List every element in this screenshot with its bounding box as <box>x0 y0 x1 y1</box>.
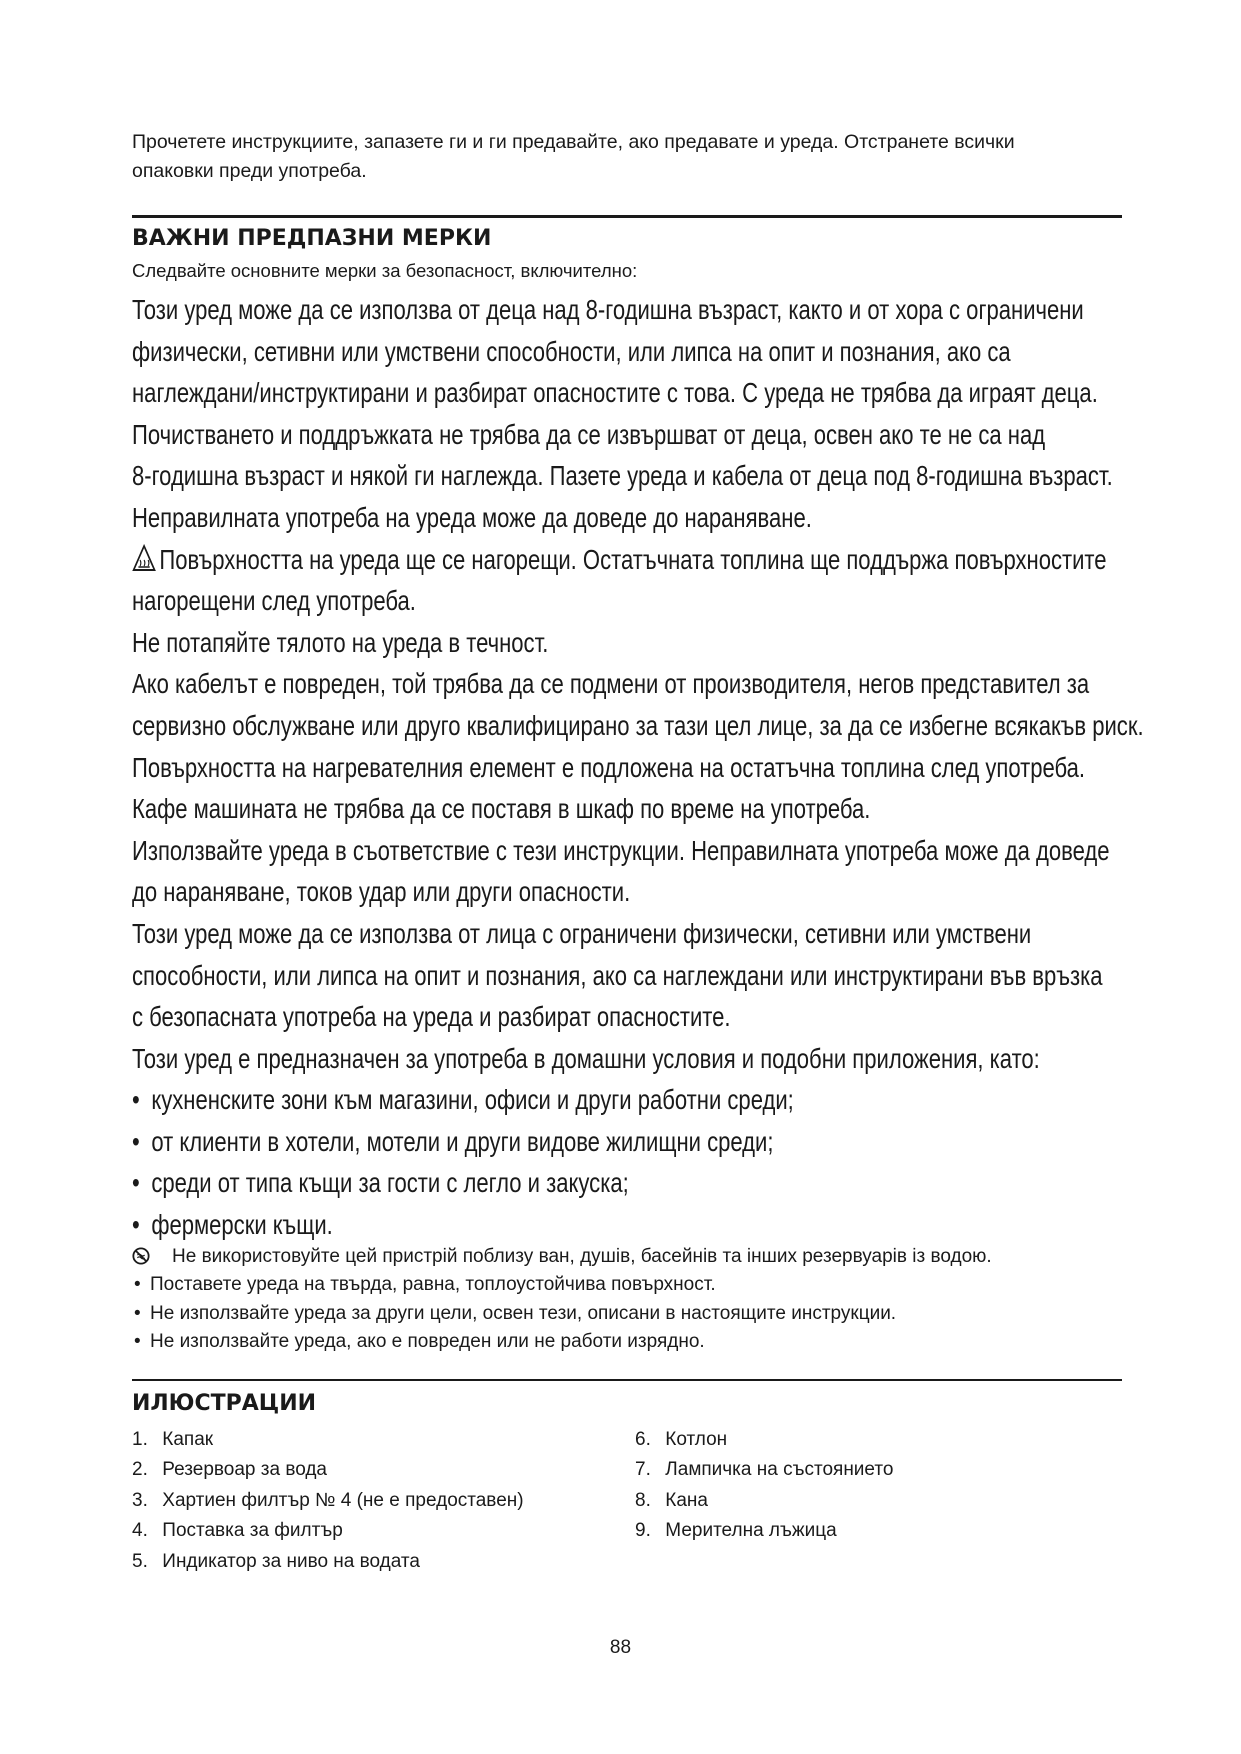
bullet-icon: • <box>132 1209 140 1241</box>
bullet-text: Не използвайте уреда за други цели, освен тези, описани в настоящите инструкции. <box>150 1302 897 1324</box>
safety-line: Ако кабелът е повреден, той трябва да се подмени от производителя, негов представител за <box>132 668 1090 700</box>
item-number: 6. <box>635 1428 651 1450</box>
item-label: Кана <box>665 1489 708 1511</box>
bullet-text: от клиенти в хотели, мотели и други видове жилищни среди; <box>151 1125 774 1157</box>
safety-subtitle: Следвайте основните мерки за безопасност, включително: <box>132 260 638 281</box>
safety-line: с безопасната употреба на уреда и разбират опасностите. <box>132 1001 731 1033</box>
list-item <box>132 1455 524 1486</box>
list-item <box>132 1300 1122 1329</box>
safety-line: Повърхността на нагревателния елемент е подложена на остатъчна топлина след употреба. <box>132 751 1086 783</box>
list-item <box>132 1516 524 1547</box>
safety-line: Използвайте уреда в съответствие с тези инструкции. Неправилната употреба може да доведе <box>132 834 1110 866</box>
safety-line: способности, или липса на опит и познания, ако са наглеждани или инструктирани във връзка <box>132 959 1103 991</box>
extra-warnings <box>132 1243 1122 1357</box>
safety-line: Този уред може да се използва от деца над 8-годишна възраст, както и от хора с ограничени <box>132 294 1084 325</box>
item-label: Хартиен филтър № 4 (не е предоставен) <box>162 1489 524 1511</box>
item-label: Мерителна лъжица <box>665 1520 837 1542</box>
item-number: 5. <box>132 1550 148 1572</box>
list-item <box>132 1547 524 1578</box>
intro-line: опаковки преди употреба. <box>132 160 367 182</box>
illustrations-heading: ИЛЮСТРАЦИИ <box>132 1390 317 1416</box>
hot-surface-warning-icon <box>132 544 156 572</box>
item-number: 3. <box>132 1489 148 1511</box>
parts-list-left <box>132 1425 524 1578</box>
item-number: 1. <box>132 1428 148 1450</box>
bullet-icon: • <box>132 1167 140 1199</box>
item-number: 9. <box>635 1520 651 1542</box>
list-item <box>635 1486 893 1517</box>
safety-line: Този уред може да се използва от лица с ограничени физически, сетивни или умствени <box>132 917 1032 949</box>
list-item <box>132 1121 1130 1163</box>
illustrations-list <box>132 1425 1122 1585</box>
water-warning <box>132 1243 1122 1272</box>
bullet-text: кухненските зони към магазини, офиси и други работни среди; <box>151 1084 794 1116</box>
safety-line: до нараняване, токов удар или други опасности. <box>132 876 631 908</box>
list-item <box>635 1455 893 1486</box>
safety-line: Неправилната употреба на уреда може да доведе до нараняване. <box>132 501 812 533</box>
item-label: Поставка за филтър <box>162 1520 343 1542</box>
bullet-text: фермерски къщи. <box>151 1209 333 1241</box>
list-item <box>132 1271 1122 1300</box>
intro-paragraph <box>132 128 1122 186</box>
safety-line: Не потапяйте тялото на уреда в течност. <box>132 626 549 658</box>
item-number: 7. <box>635 1459 651 1481</box>
bullet-icon: • <box>132 1125 140 1157</box>
bullet-icon: • <box>134 1331 141 1353</box>
safety-line: сервизно обслужване или друго квалифицирано за тази цел лице, за да се избегне всякакъв риск. <box>132 709 1144 741</box>
item-number: 2. <box>132 1459 148 1481</box>
hot-surface-text: Повърхността на уреда ще се нагорещи. Остатъчната топлина ще поддържа повърхностите <box>159 543 1107 575</box>
bullet-icon: • <box>134 1274 141 1296</box>
item-label: Капак <box>162 1428 214 1450</box>
document-page <box>132 128 1144 1585</box>
list-item <box>132 1204 1130 1246</box>
safety-heading: ВАЖНИ ПРЕДПАЗНИ МЕРКИ <box>132 226 492 251</box>
list-item <box>132 1425 524 1456</box>
hot-surface-line <box>132 539 1130 581</box>
list-item <box>635 1425 893 1456</box>
safety-line: нагорещени след употреба. <box>132 585 416 617</box>
list-item <box>132 1079 1130 1121</box>
safety-line: наглеждани/инструктирани и разбират опасностите с това. С уреда не трябва да играят деца. <box>132 377 1098 409</box>
item-label: Резервоар за вода <box>162 1459 328 1481</box>
safety-line: Кафе машината не трябва да се поставя в шкаф по време на употреба. <box>132 793 871 825</box>
safety-instructions <box>132 289 1144 1246</box>
water-warning-text: Не використовуйте цей пристрій поблизу ван, душів, басейнів та інших резервуарів із водою. <box>172 1245 992 1267</box>
bullet-text: Не използвайте уреда, ако е повреден или не работи изрядно. <box>150 1331 705 1353</box>
bullet-icon: • <box>134 1302 141 1324</box>
bullet-icon: • <box>132 1084 140 1116</box>
intro-line: Прочетете инструкциите, запазете ги и ги предавайте, ако предавате и уреда. Отстранете всички <box>132 131 1015 153</box>
list-item <box>132 1162 1130 1204</box>
item-label: Лампичка на състоянието <box>665 1459 894 1481</box>
safety-line: Почистването и поддръжката не трябва да се извършват от деца, освен ако те не са над <box>132 418 1046 450</box>
no-water-icon <box>132 1247 150 1265</box>
safety-line: 8-годишна възраст и някой ги наглежда. Пазете уреда и кабела от деца под 8-годишна възраст. <box>132 460 1113 492</box>
bullet-text: Поставете уреда на твърда, равна, топлоустойчива повърхност. <box>150 1274 716 1296</box>
list-item <box>635 1516 893 1547</box>
parts-list-right <box>635 1425 893 1547</box>
list-item <box>132 1328 1122 1357</box>
list-item <box>132 1486 524 1517</box>
item-number: 4. <box>132 1520 148 1542</box>
bullet-text: среди от типа къщи за гости с легло и закуска; <box>151 1167 629 1199</box>
item-label: Котлон <box>665 1428 728 1450</box>
safety-line: физически, сетивни или умствени способности, или липса на опит и познания, ако са <box>132 335 1011 367</box>
safety-line: Този уред е предназначен за употреба в домашни условия и подобни приложения, като: <box>132 1042 1040 1074</box>
page-number: 88 <box>609 1637 632 1658</box>
item-label: Индикатор за ниво на водата <box>162 1550 420 1572</box>
item-number: 8. <box>635 1489 651 1511</box>
